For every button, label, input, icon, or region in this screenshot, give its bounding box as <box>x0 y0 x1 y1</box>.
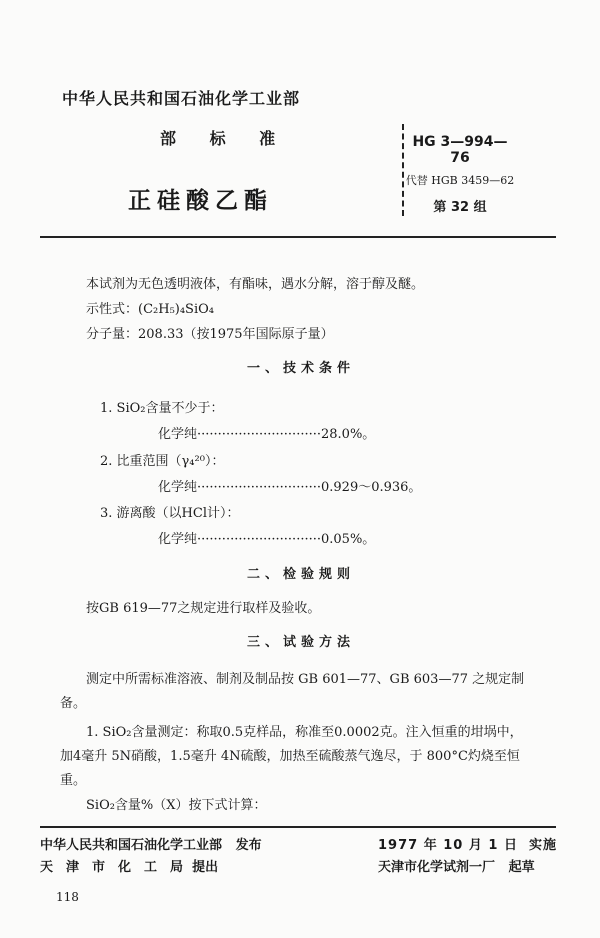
item3-spec: 化学纯······························0.05%。 <box>158 532 376 547</box>
footer-proposer: 天 津 市 化 工 局 提出 <box>40 860 219 875</box>
footer-divider <box>40 826 556 828</box>
section3-p3: SiO₂含量%（X）按下式计算： <box>86 798 267 813</box>
section3-p2-line3: 重。 <box>60 773 87 788</box>
footer-drafter: 天津市化学试剂一厂 起草 <box>378 860 535 875</box>
footer-issuer: 中华人民共和国石油化学工业部 发布 <box>40 838 262 853</box>
page-number: 118 <box>56 890 79 904</box>
intro-formula: 示性式：(C₂H₅)₄SiO₄ <box>86 302 214 317</box>
section2-heading: 二、检验规则 <box>247 567 356 582</box>
intro-molecular-weight: 分子量：208.33（按1975年国际原子量） <box>86 327 334 342</box>
item2-spec: 化学纯······························0.929～0.936。 <box>158 480 422 495</box>
standard-code: HG 3—994—76 <box>412 134 508 166</box>
section3-p1-line2: 备。 <box>60 696 87 711</box>
top-divider <box>40 236 556 238</box>
standard-type: 部 标 准 <box>160 129 290 148</box>
standard-code-box <box>402 124 516 216</box>
group-number: 第 32 组 <box>433 200 487 215</box>
item3-label: 3. 游离酸（以HCl计）： <box>100 506 240 521</box>
item1-label: 1. SiO₂含量不少于： <box>100 401 224 416</box>
footer-date: 1977 年 10 月 1 日 实施 <box>378 838 558 853</box>
item1-spec: 化学纯······························28.0%。 <box>158 427 376 442</box>
ministry-header: 中华人民共和国石油化学工业部 <box>62 89 301 108</box>
section1-heading: 一、技术条件 <box>247 361 356 376</box>
section3-p1-line1: 测定中所需标准溶液、制剂及制品按 GB 601—77、GB 603—77 之规定制 <box>86 672 525 687</box>
section3-p2-line2: 加4毫升 5N硝酸，1.5毫升 4N硫酸，加热至硫酸蒸气逸尽，于 800°C灼烧至恒 <box>60 749 520 764</box>
section3-heading: 三、试验方法 <box>247 635 356 650</box>
item2-label: 2. 比重范围（γ₄²⁰）： <box>100 454 225 469</box>
section3-p2-line1: 1. SiO₂含量测定：称取0.5克样品，称准至0.0002克。注入恒重的坩埚中， <box>86 725 523 740</box>
replaces-code: 代替 HGB 3459—62 <box>405 174 515 187</box>
document-title: 正硅酸乙酯 <box>128 188 273 214</box>
section2-text: 按GB 619—77之规定进行取样及验收。 <box>86 601 321 616</box>
intro-description: 本试剂为无色透明液体，有酯味，遇水分解，溶于醇及醚。 <box>86 277 425 292</box>
